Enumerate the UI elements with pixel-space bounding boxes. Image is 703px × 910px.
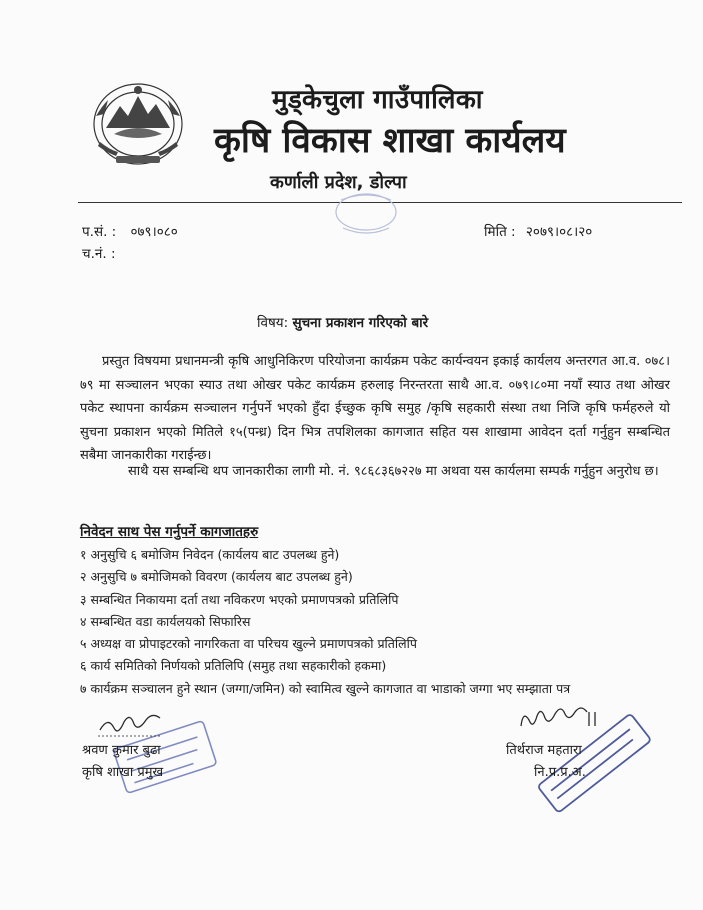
ps-value: ०७९।०८० bbox=[130, 224, 178, 240]
date-value: २०७९।०८।२० bbox=[525, 224, 593, 240]
list-item: ७ कार्यक्रम सञ्चालन हुने स्थान (जग्गा/जमिन) को स्वामित्व खुल्ने कागजात वा भाडाको जग्गा भए सम्झाता पत्र bbox=[80, 680, 571, 696]
office-name: कृषि विकास शाखा कार्यलय bbox=[214, 121, 566, 161]
faint-stamp-mark bbox=[327, 190, 405, 238]
municipality-name: मुड्केचुला गाउँपालिका bbox=[272, 85, 483, 115]
list-item: ४ सम्बन्धित वडा कार्यलयको सिफारिस bbox=[80, 613, 251, 629]
list-item: २ अनुसुचि ७ बमोजिमको विवरण (कार्यलय बाट उपलब्ध हुने) bbox=[80, 569, 353, 585]
list-item: १ अनुसुचि ६ बमोजिम निवेदन (कार्यलय बाट उपलब्ध हुने) bbox=[80, 547, 340, 562]
reference-number bbox=[82, 222, 178, 240]
office-location: कर्णाली प्रदेश, डोल्पा bbox=[270, 172, 407, 193]
documents-list-title: निवेदन साथ पेस गर्नुपर्ने कागजातहरु bbox=[80, 524, 259, 540]
list-item: ६ कार्य समितिको निर्णयको प्रतिलिपि (समुह तथा सहकारीको हकमा) bbox=[80, 658, 387, 674]
right-signatory-title: नि.प्र.प्र.अ. bbox=[534, 765, 586, 780]
left-signature bbox=[96, 706, 166, 744]
date-label: मिति : bbox=[484, 224, 516, 240]
body-paragraph-1: प्रस्तुत विषयमा प्रधानमन्त्री कृषि आधुनिकिरण परियोजना कार्यक्रम पकेट कार्यन्वयन इकाई कार्यलय अन्तरगत आ.व. ०७८।७९ मा सञ्चालन भएका स्याउ तथा ओखर पकेट कार्यक्रम हरुलाइ निरन्तरता साथै आ.व. ०७९।८०मा नयाँ स्याउ तथा ओखर पकेट स्थापना कार्यक्रम सञ्चालन गर्नुपर्ने भएको हुँदा ईच्छुक कृषि समुह /कृषि सहकारी संस्था तथा निजि कृषि फर्महरुले यो सुचना प्रकाशन भएको मितिले १५(पन्ध्र) दिन भित्र तपशिलका कागजात सहित यस शाखामा आवेदन दर्ता गर्नुहुन सम्बन्धित सबैमा जानकारीका गराईन्छ। bbox=[80, 354, 670, 463]
right-signatory-name: तिर्थराज महतारा bbox=[506, 743, 582, 758]
date bbox=[484, 222, 592, 240]
subject-line bbox=[257, 313, 428, 331]
list-item: ३ सम्बन्धित निकायमा दर्ता तथा नविकरण भएको प्रमाणपत्रको प्रतिलिपि bbox=[80, 591, 399, 607]
left-signatory-title: कृषि शाखा प्रमुख bbox=[82, 765, 164, 780]
subject-label: विषय: bbox=[257, 315, 289, 331]
left-signatory-name: श्रवण कुमार बुढा bbox=[82, 743, 161, 758]
cn-label: च.नं. : bbox=[82, 246, 116, 262]
right-signature bbox=[515, 706, 607, 736]
documents-list bbox=[80, 544, 570, 700]
body-paragraph-2: साथै यस सम्बन्धि थप जानकारीका लागी मो. नं. ९८६८३६७२२७ मा अथवा यस कार्यलमा सम्पर्क गर्नुहुन अनुरोध छ। bbox=[128, 464, 659, 479]
ps-label: प.सं. : bbox=[82, 224, 117, 240]
municipality-emblem-logo bbox=[86, 76, 190, 168]
subject-text: सुचना प्रकाशन गरिएको बारे bbox=[292, 315, 429, 331]
list-item: ५ अध्यक्ष वा प्रोपाइटरको नागरिकता वा परिचय खुल्ने प्रमाणपत्रको प्रतिलिपि bbox=[80, 636, 417, 652]
dispatch-number bbox=[82, 244, 116, 262]
